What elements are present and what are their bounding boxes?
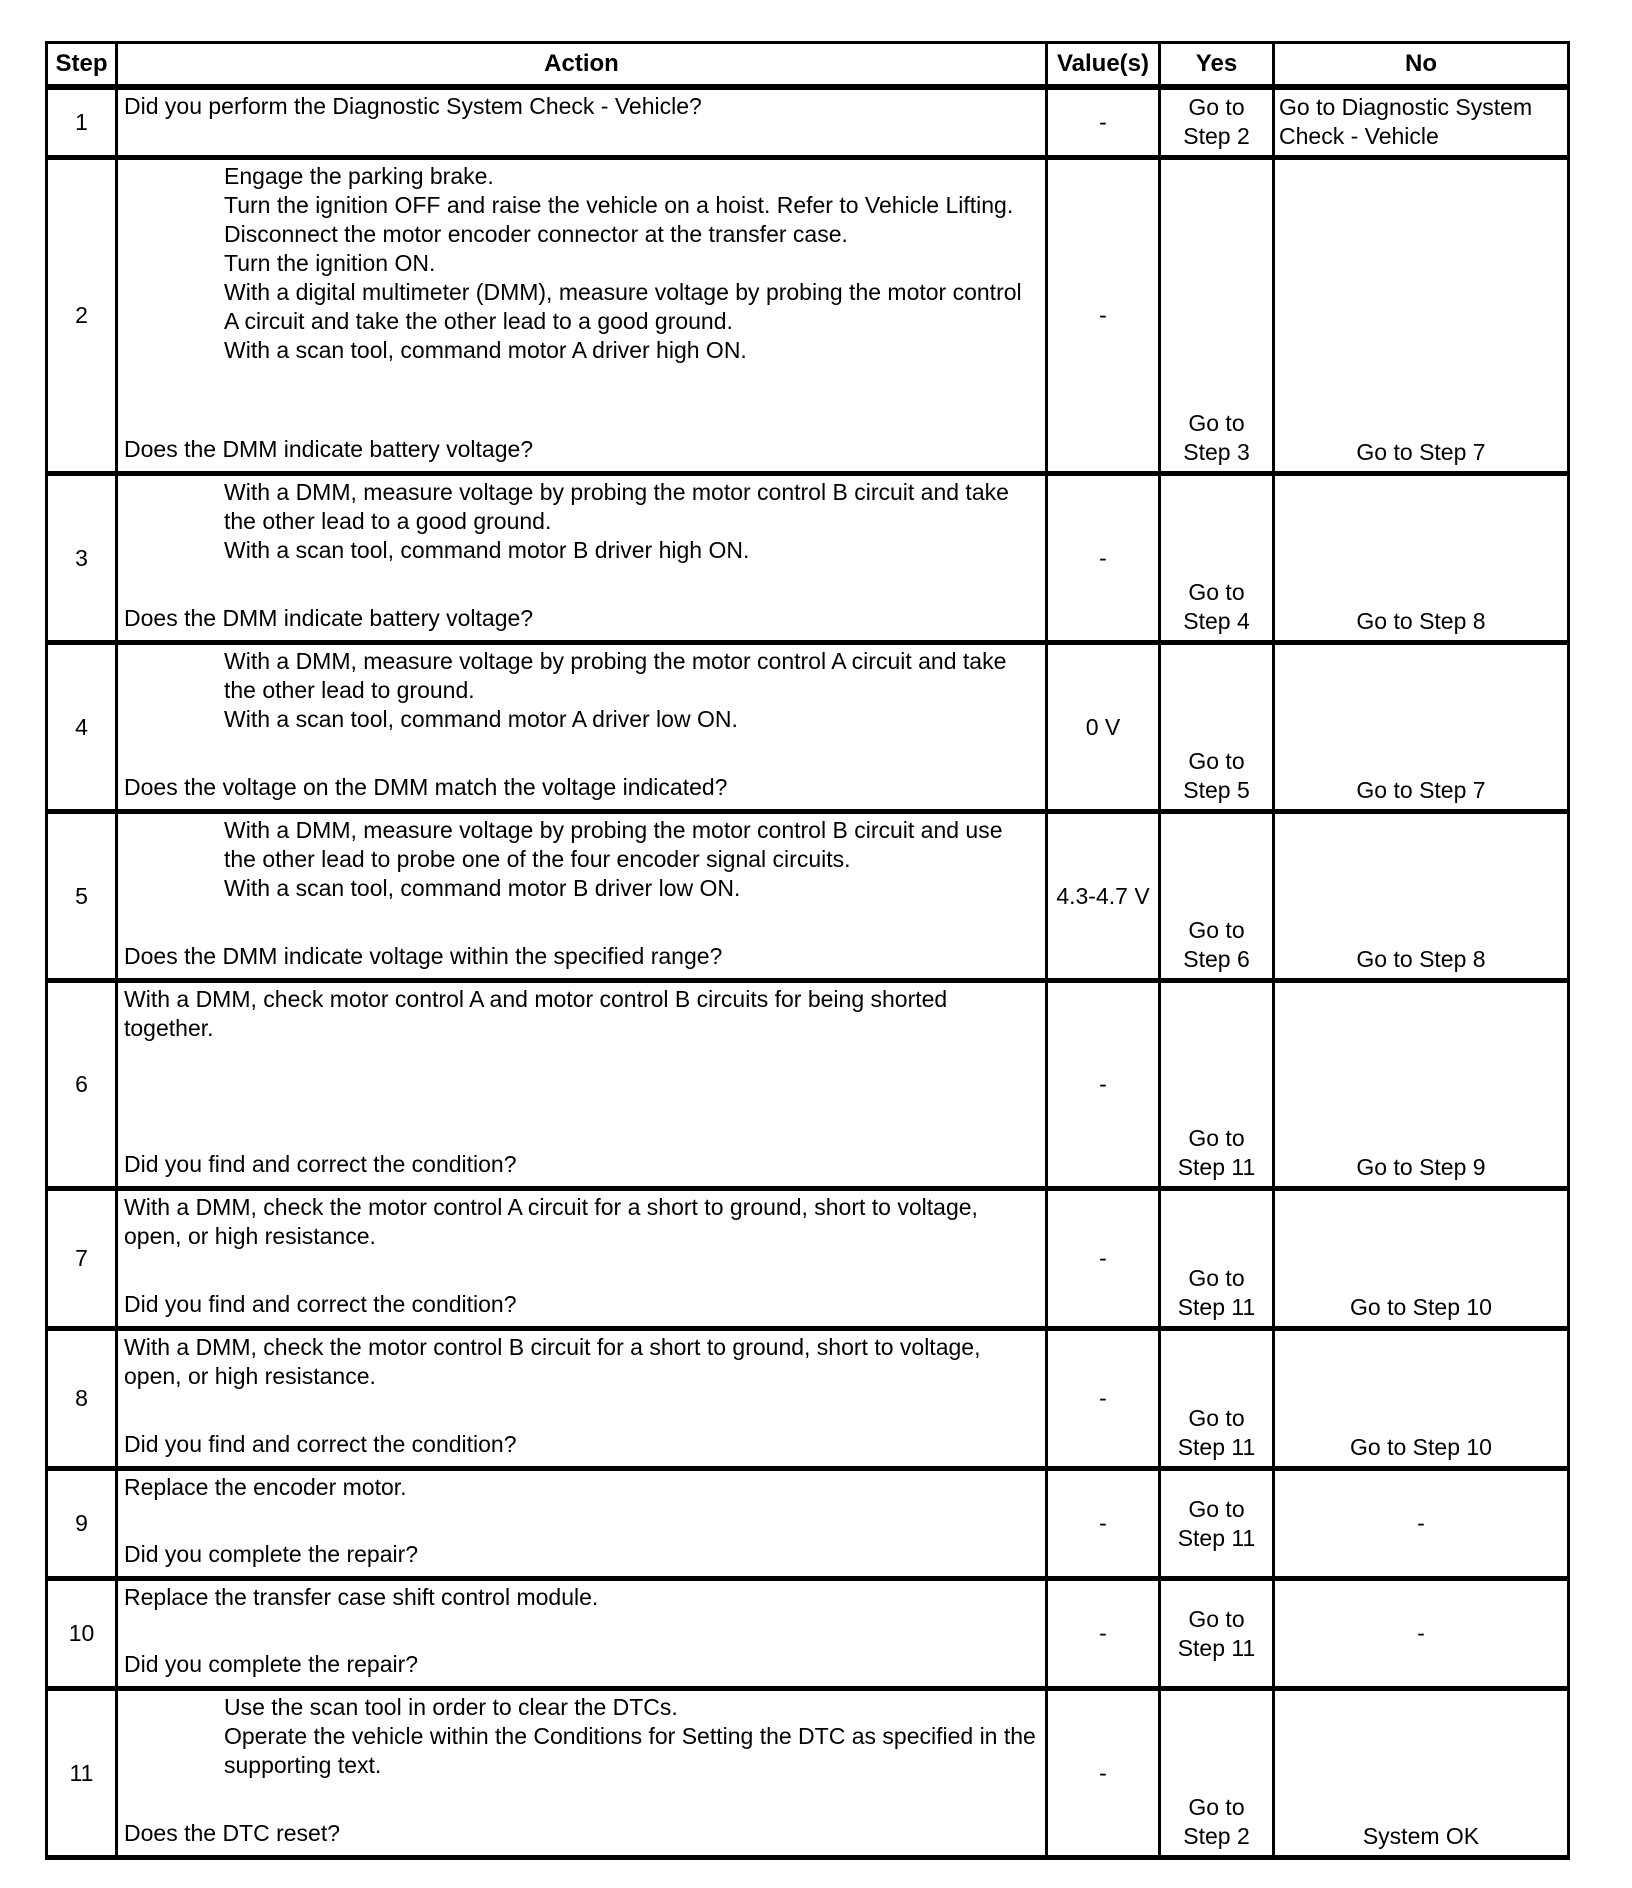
no-cell: Go to Step 8 [1274,474,1569,643]
action-text: Replace the transfer case shift control module. [124,1584,599,1610]
header-action: Action [117,43,1047,87]
value-cell: - [1047,1189,1160,1329]
action-question: Does the DTC reset? [124,1820,341,1846]
table-row [47,1469,1569,1579]
action-cell [117,1329,1047,1469]
step-number: 1 [47,87,117,158]
action-question: Does the DMM indicate voltage within the specified range? [124,943,723,969]
yes-cell: Go to Step 2 [1160,1689,1274,1858]
table-row [47,812,1569,981]
value-cell: 4.3-4.7 V [1047,812,1160,981]
yes-cell: Go to Step 11 [1160,1189,1274,1329]
no-cell: Go to Step 7 [1274,158,1569,474]
value-cell: - [1047,1469,1160,1579]
header-no: No [1274,43,1569,87]
step-number: 2 [47,158,117,474]
step-number: 4 [47,643,117,812]
action-cell [117,812,1047,981]
action-cell [117,158,1047,474]
table-row [47,981,1569,1189]
table-row [47,643,1569,812]
instruction-item: With a DMM, measure voltage by probing the motor control A circuit and take the other lead to ground. [224,648,1007,703]
instruction-item: Disconnect the motor encoder connector at the transfer case. [224,221,848,247]
step-number: 10 [47,1579,117,1689]
no-cell: Go to Step 9 [1274,981,1569,1189]
header-row [47,43,1569,87]
step-number: 3 [47,474,117,643]
instruction-list [124,1693,1039,1780]
value-cell: - [1047,1329,1160,1469]
instruction-list [124,162,1039,365]
action-text: Replace the encoder motor. [124,1474,407,1500]
value-cell: 0 V [1047,643,1160,812]
yes-cell: Go to Step 3 [1160,158,1274,474]
instruction-list [124,478,1039,565]
table-row [47,1329,1569,1469]
no-cell: Go to Step 8 [1274,812,1569,981]
no-cell: Go to Step 10 [1274,1329,1569,1469]
no-cell: System OK [1274,1689,1569,1858]
action-question: Did you complete the repair? [124,1541,419,1567]
no-cell: - [1274,1579,1569,1689]
yes-cell: Go to Step 4 [1160,474,1274,643]
instruction-item: With a scan tool, command motor B driver low ON. [224,875,741,901]
action-cell [117,1689,1047,1858]
action-text: Did you perform the Diagnostic System Check - Vehicle? [124,92,702,119]
no-cell: - [1274,1469,1569,1579]
value-cell: - [1047,87,1160,158]
instruction-item: Operate the vehicle within the Conditions for Setting the DTC as specified in the supporting text. [224,1723,1036,1778]
table-row [47,1579,1569,1689]
action-text: With a DMM, check the motor control B circuit for a short to ground, short to voltage, open, or high resistance. [124,1334,981,1389]
value-cell: - [1047,158,1160,474]
instruction-item: With a DMM, measure voltage by probing the motor control B circuit and take the other lead to a good ground. [224,479,1009,534]
table-row [47,474,1569,643]
step-number: 6 [47,981,117,1189]
header-step: Step [47,43,117,87]
action-cell [117,643,1047,812]
table-row [47,1689,1569,1858]
no-cell: Go to Step 10 [1274,1189,1569,1329]
action-question: Does the DMM indicate battery voltage? [124,436,534,462]
step-number: 5 [47,812,117,981]
instruction-item: With a digital multimeter (DMM), measure voltage by probing the motor control A circuit and take the other lead to a good ground. [224,279,1022,334]
action-question: Did you find and correct the condition? [124,1291,517,1317]
yes-cell: Go to Step 11 [1160,1469,1274,1579]
instruction-item: With a DMM, measure voltage by probing the motor control B circuit and use the other lead to probe one of the four encoder signal circuits. [224,817,1003,872]
diagnostic-table [45,41,1570,1860]
table-body [47,87,1569,1858]
action-question: Does the DMM indicate battery voltage? [124,605,534,631]
action-text: With a DMM, check the motor control A circuit for a short to ground, short to voltage, open, or high resistance. [124,1194,978,1249]
instruction-item: With a scan tool, command motor A driver low ON. [224,706,738,732]
value-cell: - [1047,474,1160,643]
table-row [47,87,1569,158]
no-cell: Go to Step 7 [1274,643,1569,812]
header-values: Value(s) [1047,43,1160,87]
table-row [47,1189,1569,1329]
header-yes: Yes [1160,43,1274,87]
yes-cell: Go to Step 6 [1160,812,1274,981]
action-question: Does the voltage on the DMM match the voltage indicated? [124,774,728,800]
yes-cell: Go to Step 11 [1160,1329,1274,1469]
action-question: Did you complete the repair? [124,1651,419,1677]
instruction-item: Turn the ignition ON. [224,250,436,276]
instruction-list [124,816,1039,903]
action-text: With a DMM, check motor control A and motor control B circuits for being shorted together. [124,986,948,1041]
step-number: 7 [47,1189,117,1329]
no-cell: Go to Diagnostic System Check - Vehicle [1274,87,1569,158]
action-cell [117,981,1047,1189]
yes-cell: Go to Step 5 [1160,643,1274,812]
step-number: 9 [47,1469,117,1579]
table-row [47,158,1569,474]
instruction-list [124,647,1039,734]
yes-cell: Go to Step 11 [1160,981,1274,1189]
action-question: Did you find and correct the condition? [124,1151,517,1177]
instruction-item: Engage the parking brake. [224,163,494,189]
instruction-item: With a scan tool, command motor B driver high ON. [224,537,750,563]
yes-cell: Go to Step 11 [1160,1579,1274,1689]
value-cell: - [1047,981,1160,1189]
step-number: 11 [47,1689,117,1858]
instruction-item: Use the scan tool in order to clear the DTCs. [224,1694,678,1720]
yes-cell: Go to Step 2 [1160,87,1274,158]
value-cell: - [1047,1689,1160,1858]
instruction-item: With a scan tool, command motor A driver high ON. [224,337,747,363]
value-cell: - [1047,1579,1160,1689]
action-question: Did you find and correct the condition? [124,1431,517,1457]
action-cell [117,1579,1047,1689]
step-number: 8 [47,1329,117,1469]
action-cell [117,474,1047,643]
action-cell [117,87,1047,158]
action-cell [117,1189,1047,1329]
action-cell [117,1469,1047,1579]
instruction-item: Turn the ignition OFF and raise the vehicle on a hoist. Refer to Vehicle Lifting. [224,192,1014,218]
